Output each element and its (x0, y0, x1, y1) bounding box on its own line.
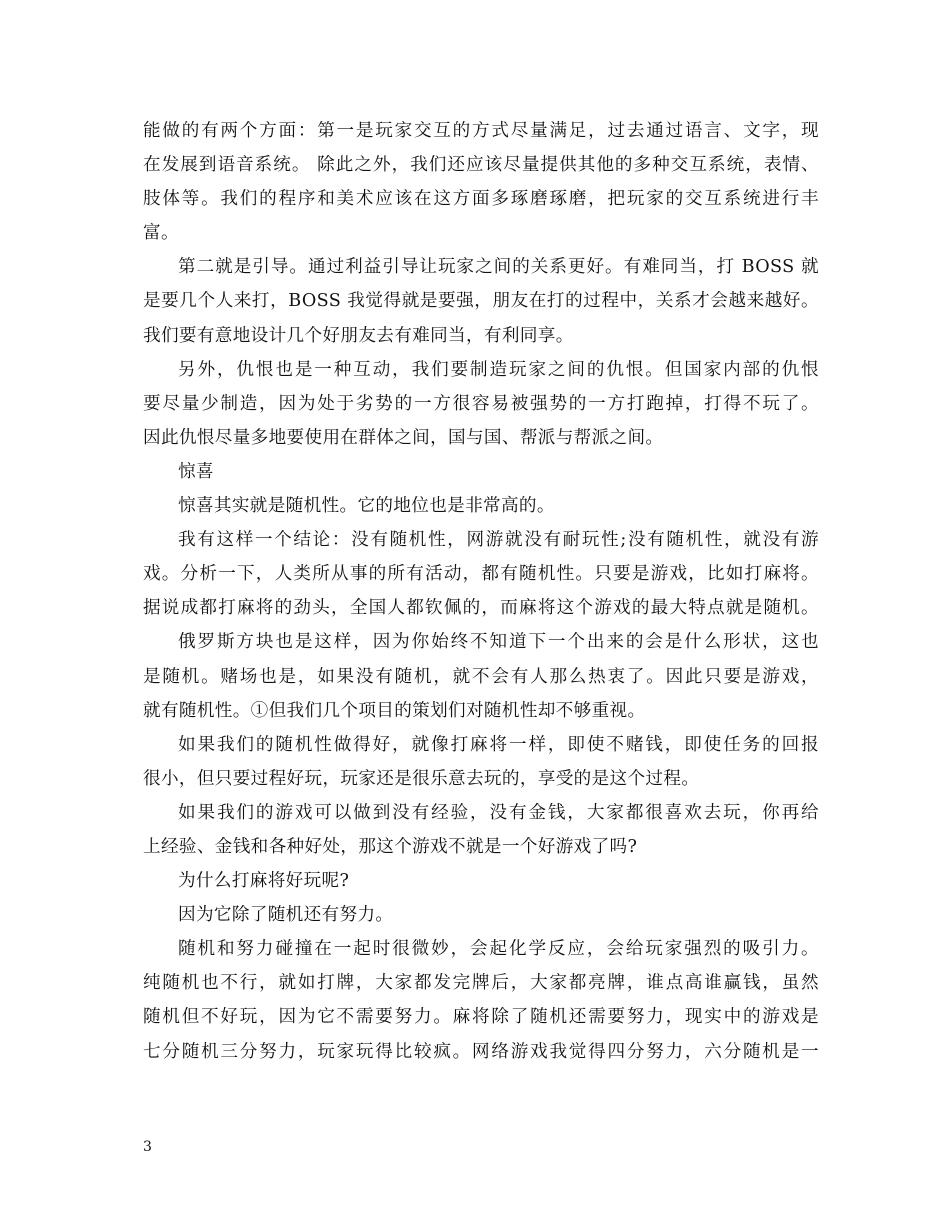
text-line: 另外，仇恨也是一种互动，我们要制造玩家之间的仇恨。但国家内部的仇恨 (178, 359, 819, 380)
text-line: 如果我们的游戏可以做到没有经验，没有金钱，大家都很喜欢去玩，你再给 (178, 802, 819, 823)
text-line: 俄罗斯方块也是这样，因为你始终不知道下一个出来的会是什么形状，这也 (178, 632, 819, 653)
page-number: 3 (143, 1139, 152, 1155)
text-line: 富。 (143, 223, 179, 244)
text-line: 上经验、金钱和各种好处，那这个游戏不就是一个好游戏了吗? (143, 836, 638, 857)
text-line: 很小，但只要过程好玩，玩家还是很乐意去玩的，享受的是这个过程。 (143, 768, 700, 789)
text-line: 纯随机也不行，就如打牌，大家都发完牌后，大家都亮牌，谁点高谁赢钱，虽然 (143, 973, 819, 994)
text-line: 惊喜其实就是随机性。它的地位也是非常高的。 (178, 496, 555, 517)
text-line: 如果我们的随机性做得好，就像打麻将一样，即使不赌钱，即使任务的回报 (178, 734, 819, 755)
text-line: 第二就是引导。通过利益引导让玩家之间的关系更好。有难同当，打 BOSS 就 (178, 257, 819, 278)
text-line: 是要几个人来打，BOSS 我觉得就是要强，朋友在打的过程中，关系才会越来越好。 (143, 291, 819, 312)
text-line: 在发展到语音系统。 除此之外，我们还应该尽量提供其他的多种交互系统，表情、 (143, 155, 819, 176)
body-text (143, 114, 819, 1069)
text-line: 我们要有意地设计几个好朋友去有难同当，有利同享。 (143, 325, 574, 346)
text-line: 随机和努力碰撞在一起时很微妙，会起化学反应，会给玩家强烈的吸引力。 (178, 939, 819, 960)
text-line: 戏。分析一下，人类所从事的所有活动，都有随机性。只要是游戏，比如打麻将。 (143, 564, 819, 585)
text-line: 肢体等。我们的程序和美术应该在这方面多琢磨琢磨，把玩家的交互系统进行丰 (143, 189, 819, 210)
text-line: 因此仇恨尽量多地要使用在群体之间，国与国、帮派与帮派之间。 (143, 427, 664, 448)
text-line: 要尽量少制造，因为处于劣势的一方很容易被强势的一方打跑掉，打得不玩了。 (143, 393, 819, 414)
text-line: 七分随机三分努力，玩家玩得比较疯。网络游戏我觉得四分努力，六分随机是一 (143, 1041, 819, 1062)
text-line: 因为它除了随机还有努力。 (178, 905, 394, 926)
text-line: 惊喜 (178, 461, 214, 482)
text-line: 为什么打麻将好玩呢? (178, 871, 350, 892)
text-line: 是随机。赌场也是，如果没有随机，就不会有人那么热衷了。因此只要是游戏， (143, 666, 819, 687)
text-line: 随机但不好玩，因为它不需要努力。麻将除了随机还需要努力，现实中的游戏是 (143, 1007, 819, 1028)
text-line: 我有这样一个结论：没有随机性，网游就没有耐玩性;没有随机性，就没有游 (178, 530, 819, 551)
text-line: 能做的有两个方面：第一是玩家交互的方式尽量满足，过去通过语言、文字，现 (143, 121, 819, 141)
text-line: 就有随机性。①但我们几个项目的策划们对随机性却不够重视。 (143, 700, 646, 721)
text-line: 据说成都打麻将的劲头，全国人都钦佩的，而麻将这个游戏的最大特点就是随机。 (143, 598, 819, 619)
